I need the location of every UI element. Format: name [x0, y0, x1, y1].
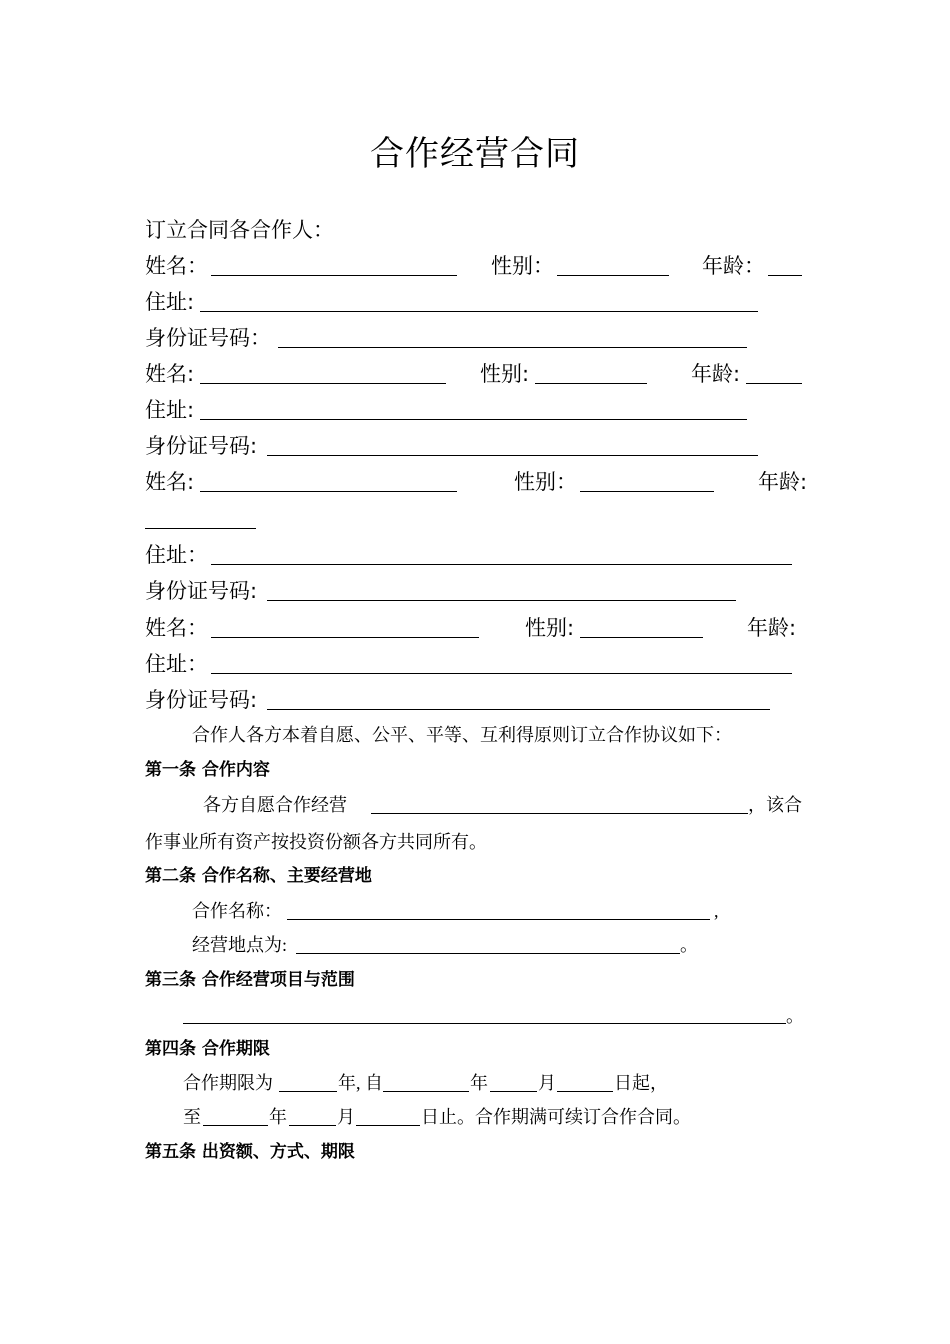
- partner-3-gender-label: 性别：: [514, 470, 577, 494]
- end-day-unit: 日止。合作期满可续订合作合同。: [421, 1107, 691, 1127]
- partner-3-name-label: 姓名:: [145, 470, 195, 494]
- term-prefix: 合作期限为: [183, 1073, 273, 1093]
- partnership-name-end: ,: [714, 901, 719, 921]
- partner-3-id-label: 身份证号码:: [145, 579, 258, 603]
- partnership-name-label: 合作名称：: [192, 901, 282, 921]
- term-years-blank[interactable]: [279, 1091, 337, 1092]
- article-2-heading: 第二条 合作名称、主要经营地: [145, 866, 372, 886]
- article-1-heading: 第一条 合作内容: [145, 760, 270, 780]
- partner-1-gender-blank[interactable]: [557, 275, 669, 276]
- partner-4-row: [145, 613, 835, 643]
- start-year-unit: 年: [470, 1073, 488, 1093]
- start-day-blank[interactable]: [557, 1091, 613, 1092]
- partner-3-address-blank[interactable]: [211, 564, 792, 565]
- partner-2-gender-label: 性别:: [480, 362, 530, 386]
- partner-2-address-blank[interactable]: [200, 419, 747, 420]
- term-years-from: 年, 自: [338, 1073, 383, 1093]
- start-year-blank[interactable]: [383, 1091, 469, 1092]
- end-year-unit: 年: [269, 1107, 287, 1127]
- article-3-scope-row: [183, 1003, 813, 1029]
- end-month-blank[interactable]: [289, 1125, 336, 1126]
- end-prefix: 至: [183, 1107, 201, 1127]
- partner-2-name-label: 姓名:: [145, 362, 195, 386]
- end-day-blank[interactable]: [356, 1125, 420, 1126]
- partner-4-gender-blank[interactable]: [580, 637, 703, 638]
- partner-3-address-row: [145, 540, 845, 570]
- partner-1-address-blank[interactable]: [200, 311, 758, 312]
- article-3-heading: 第三条 合作经营项目与范围: [145, 970, 355, 990]
- partner-3-address-label: 住址：: [145, 543, 208, 567]
- article-4-line-2: [183, 1104, 743, 1130]
- partner-1-age-blank[interactable]: [768, 275, 802, 276]
- article-1-prefix: 各方自愿合作经营: [203, 795, 347, 815]
- partner-2-id-blank[interactable]: [267, 455, 758, 456]
- business-place-blank[interactable]: [296, 953, 680, 954]
- partner-4-gender-label: 性别:: [525, 616, 575, 640]
- partner-4-id-label: 身份证号码:: [145, 688, 258, 712]
- partner-2-address-row: [145, 395, 845, 425]
- end-month-unit: 月: [337, 1107, 355, 1127]
- partner-2-address-label: 住址:: [145, 398, 195, 422]
- partner-1-row: [145, 251, 845, 281]
- partner-2-name-blank[interactable]: [200, 383, 446, 384]
- partner-1-gender-label: 性别：: [491, 254, 554, 278]
- article-1-line-1: [203, 792, 813, 818]
- partner-3-id-blank[interactable]: [267, 600, 736, 601]
- partner-1-address-row: [145, 287, 845, 317]
- business-scope-blank[interactable]: [183, 1023, 786, 1024]
- start-month-unit: 月: [538, 1073, 556, 1093]
- end-year-blank[interactable]: [203, 1125, 268, 1126]
- partner-3-name-blank[interactable]: [200, 491, 457, 492]
- business-place-label: 经营地点为:: [192, 935, 288, 955]
- start-day-unit: 日起，: [614, 1073, 668, 1093]
- article-4-line-1: [183, 1070, 743, 1096]
- partner-1-address-label: 住址:: [145, 290, 195, 314]
- partner-1-id-blank[interactable]: [278, 347, 747, 348]
- partner-4-name-blank[interactable]: [211, 637, 479, 638]
- business-place-end: 。: [680, 935, 698, 955]
- partner-1-id-label: 身份证号码：: [145, 326, 271, 350]
- article-2-place-row: [192, 932, 752, 958]
- intro-text: 订立合同各合作人：: [145, 218, 334, 242]
- article-1-line-2: 作事业所有资产按投资份额各方共同所有。: [145, 832, 487, 852]
- start-month-blank[interactable]: [490, 1091, 537, 1092]
- partner-3-row: [145, 467, 835, 497]
- partner-1-age-label: 年龄：: [702, 254, 765, 278]
- partner-3-id-row: [145, 576, 845, 606]
- partner-2-age-label: 年龄:: [691, 362, 741, 386]
- business-content-blank[interactable]: [371, 813, 748, 814]
- business-scope-end: 。: [786, 1006, 804, 1026]
- partner-2-gender-blank[interactable]: [535, 383, 647, 384]
- article-4-heading: 第四条 合作期限: [145, 1039, 270, 1059]
- partner-1-name-label: 姓名：: [145, 254, 208, 278]
- article-1-suffix: ，该合: [748, 795, 802, 815]
- partner-3-gender-blank[interactable]: [580, 491, 714, 492]
- partner-4-age-label: 年龄:: [747, 616, 797, 640]
- partner-2-row: [145, 359, 845, 389]
- partner-4-address-row: [145, 649, 845, 679]
- partner-1-id-row: [145, 323, 845, 353]
- article-5-heading: 第五条 出资额、方式、期限: [145, 1142, 355, 1162]
- agreement-statement: 合作人各方本着自愿、公平、平等、互利得原则订立合作协议如下：: [192, 725, 732, 745]
- partner-3-age-label: 年龄:: [758, 470, 808, 494]
- partner-4-address-label: 住址：: [145, 652, 208, 676]
- partner-4-address-blank[interactable]: [211, 673, 792, 674]
- partner-3-age-blank[interactable]: [145, 528, 256, 529]
- document-title: 合作经营合同: [370, 134, 580, 174]
- partner-4-id-row: [145, 685, 845, 715]
- partner-2-age-blank[interactable]: [746, 383, 802, 384]
- partner-2-id-row: [145, 431, 845, 461]
- partnership-name-blank[interactable]: [287, 919, 710, 920]
- partner-2-id-label: 身份证号码:: [145, 434, 258, 458]
- partner-1-name-blank[interactable]: [211, 275, 457, 276]
- partner-4-name-label: 姓名：: [145, 616, 208, 640]
- article-2-name-row: [192, 898, 752, 924]
- partner-4-id-blank[interactable]: [267, 709, 770, 710]
